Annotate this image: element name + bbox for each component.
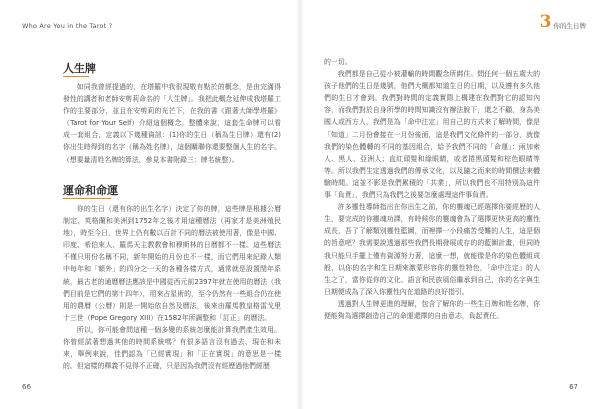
section2-body (63, 203, 281, 372)
section-title-life-cards: 人生牌 (63, 62, 96, 75)
section1-body (63, 81, 281, 166)
chapter-title: 你的生日牌 (553, 22, 586, 30)
paragraph: 如同我曾經提過的，在塔羅中我很現敬有點於的概念，是由完滿得發性的講者和老師安剪莉命名的「人生牌」。我把此概念延伸成我塔羅工作的主要部分，並且在安剪莉的光芒下，在我的書《跟著大師學塔羅》（Tarot for Your Self）介紹這個概念。整體來說，這套生命牌可以看成一套組合，定義以下幾種資訊：(1)你的生日（稱為生日牌）還有(2)你出生時得到的名字（稱為姓名牌），這個關聯你還要整個人生的名字。（想要量清姓名牌的算法，參見本書附錄三：牌名統整）。 (63, 83, 281, 164)
paragraph: 許多靈性導師指出在你出生之前，你的靈魂已經選擇你要經歷的人生，要完成的你靈魂功課，有時候你的靈魂會為了選擇更快更高的靈性成長，吾了了解類別靈性藍圖，而裡擇一小段痛苦受難的人生，這是個的旨意吧？我需要說透過那些我們長期發展或存的的藍圖計畫，但同時我只能只手擺上僅有資源努力著，這麼一想，就能像是你的染色體組成般，以你的名字和生日期來激蒙形容你的靈性特色，「命中注定」的人生之了，當你從你的文化、語言和民族風俗繼承到自己，你的名字與生日期便成為了深入你靈性內在道路的良好指引。 (324, 203, 540, 296)
heading-underline (63, 198, 111, 199)
paragraph: 透過對人生牌更進的理解，包含了解你的一些生日牌和姓名牌，你便能夠為選擇創造自己的命運還擇的自由意志，負起責任。 (324, 299, 540, 320)
heading-underline (63, 76, 89, 77)
paragraph: 你的生日（還有你的出生名字）決定了你的牌，這些牌是根據公曆制定，英格蘭和美洲到1752年之後才用這種曆法（再家才是美洲殖民地），時至今日，世界上仍有數以百計不同的曆法被使用著，像是中國、印度、希伯來人、羅馬天主教教會和穆斯林的日曆都不一樣。這些曆法不僅只用份名稱不同，新年開始的月份也不一樣，而它們用來紀錄人類中每年和「額外」的四分之一天的各種各樣方式，通常就是設置閏年系統，最古老的通曆曆法應該是中國從西元前2397年就在使用的曆法（我們目前是它們的第十四年），用來占星術的，至今仍然有一些組合仍在使用的農曆（公曆）則是一開始依自然及曆法，後來由羅馬教皇格雷戈里十三世（Pope Gregory XIII）在1582年所調整和「訂正」的曆法。 (63, 205, 281, 322)
right-page (300, 0, 600, 409)
paragraph: 我們都是自己從小被灌輸的時間觀念所綁住。問任何一個五歲大的孩子他們的生日是幾號，他們大概都知道生日的日期，以及遵有多久他們的生日才會到。我們對時間的定義實際上構建在我們對它的認知內容，而我們對於自身所學的時間知識沒有辦法脫下，還之不顧，身為美國人或西方人，我們是為「命中注定」用自己的方式來了解時間，像是「知道」二月份會接在一月份後面，這是我們文化條件的一部分，就像我們的染色體轉的不同的基因組合，給予我們不同的「命運」：兩加索人、黑人、亞洲人；直紅頭髮和綠眼睛，或者捲黑頭髮和棕色眼睛等等。所以我們生定透過我們的傳承文化，以及隨之而來的時間價法來體驗時間。這並不影是我們累積的「共業」，所以我們也不用特別為這件事「負責」，我們只為我們之後要怎麼處理這件事負責。 (324, 70, 540, 200)
chapter-running-head (540, 14, 586, 31)
page-number-right: 67 (569, 383, 578, 391)
chapter-number: 3 (539, 12, 552, 32)
right-body (324, 56, 540, 322)
paragraph: 所以，你可能會問這種一個多變的系統怎麼能計算我們產生效用。你曾經試著想過其他的時間系統嗎？有很多語言沒有過去、現在和未來，舉例來說，佳們認為「已經實現」和「正在實現」的意思是一樣的。但這樣的釋義不見得不正確，只是因為我們沒有經歷過他們經歷 (63, 325, 281, 371)
paragraph: 的一切。 (324, 58, 352, 66)
running-head: Who Are You in the Tarot ? (22, 22, 113, 30)
section-title-fate-and-destiny: 運命和命運 (63, 184, 118, 197)
page-number-left: 66 (22, 383, 31, 391)
